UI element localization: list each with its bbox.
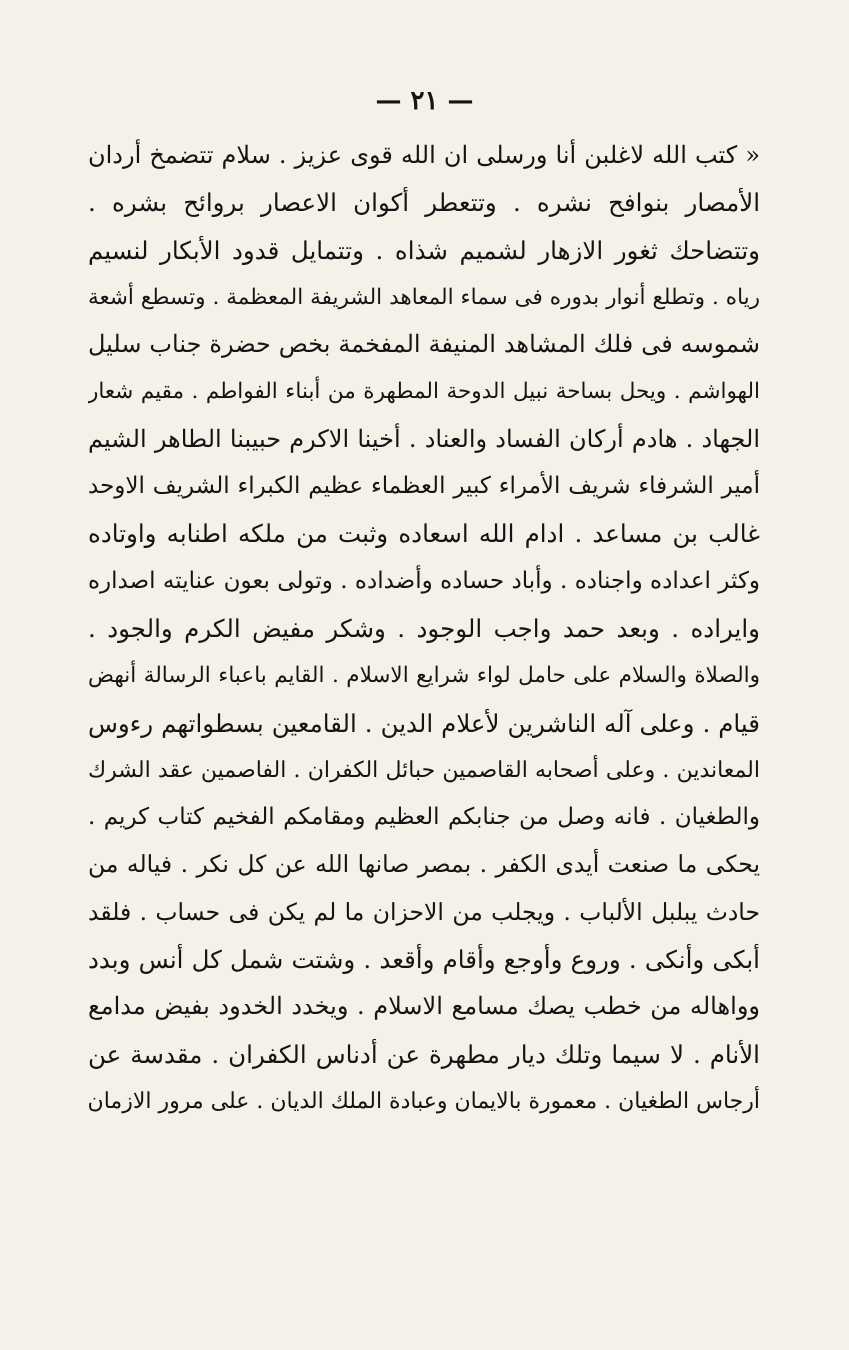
text-line: أرجاس الطغيان . معمورة بالايمان وعبادة الملك الديان . على مرور الازمان <box>88 1088 760 1114</box>
text-line: قيام . وعلى آله الناشرين لأعلام الدين . القامعين بسطواتهم رءوس <box>88 708 760 738</box>
text-line: وايراده . وبعد حمد واجب الوجود . وشكر مفيض الكرم والجود . <box>88 613 760 643</box>
page-number: — ٢١ — <box>375 86 474 116</box>
text-line: رياه . وتطلع أنوار بدوره فى سماء المعاهد الشريفة المعظمة . وتسطع أشعة <box>88 284 760 310</box>
text-line: أبكى وأنكى . وروع وأوجع وأقام وأقعد . وشتت شمل كل أنس وبدد <box>88 945 760 975</box>
text-line: حادث يبلبل الألباب . ويجلب من الاحزان ما لم يكن فى حساب . فلقد <box>88 897 760 926</box>
text-line: وكثر اعداده واجناده . وأباد حساده وأضداده . وتولى بعون عنايته اصداره <box>88 567 760 594</box>
text-line: والصلاة والسلام على حامل لواء شرايع الاسلام . القايم باعباء الرسالة أنهض <box>88 663 760 689</box>
text-line: الهواشم . ويحل بساحة نبيل الدوحة المطهرة من أبناء الفواطم . مقيم شعار <box>88 379 760 405</box>
text-line: الجهاد . هادم أركان الفساد والعناد . أخينا الاكرم حبيبنا الطاهر الشيم <box>88 424 760 453</box>
text-line: « كتب الله لاغلبن أنا ورسلى ان الله قوى عزيز . سلام تتضمخ أردان <box>88 141 760 169</box>
text-line: يحكى ما صنعت أيدى الكفر . بمصر صانها الله عن كل نكر . فياله من <box>88 850 760 879</box>
text-line: أمير الشرفاء شريف الأمراء كبير العظماء عظيم الكبراء الشريف الاوحد <box>88 473 760 500</box>
text-line: المعاندين . وعلى أصحابه القاصمين حبائل الكفران . الفاصمين عقد الشرك <box>88 757 760 783</box>
body-text <box>88 132 760 1125</box>
text-line: والطغيان . فانه وصل من جنابكم العظيم ومقامكم الفخيم كتاب كريم . <box>88 804 760 831</box>
text-line: شموسه فى فلك المشاهد المنيفة المفخمة بخص حضرة جناب سليل <box>88 330 760 359</box>
text-line: غالب بن مساعد . ادام الله اسعاده وثبت من ملكه اطنابه واوتاده <box>88 519 760 549</box>
text-line: وواهاله من خطب يصك مسامع الاسلام . ويخدد الخدود بفيض مدامع <box>88 992 760 1021</box>
text-line: وتتضاحك ثغور الازهار لشميم شذاه . وتتمايل قدود الأبكار لنسيم <box>88 235 760 265</box>
text-line: الأمصار بنوافح نشره . وتتعطر أكوان الاعصار بروائح بشره . <box>88 188 760 218</box>
text-line: الأنام . لا سيما وتلك ديار مطهرة عن أدناس الكفران . مقدسة عن <box>88 1039 760 1069</box>
